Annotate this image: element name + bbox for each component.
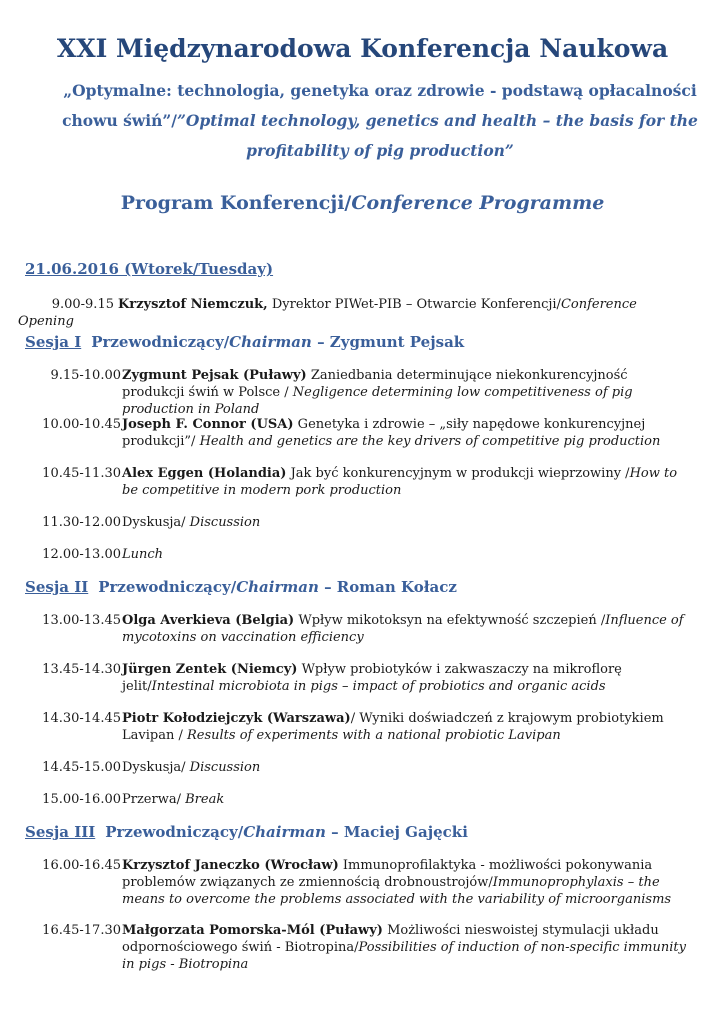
programme-heading-english: Conference Programme [351,192,605,214]
programme-item [25,612,685,645]
programme-heading [0,192,725,214]
programme-item [25,367,685,417]
item-time: 13.00-13.45 [42,613,121,628]
subtitle-english: ”Optimal technology, genetics and health – the basis for the profitability of pig production” [176,111,698,160]
item-text [122,759,692,776]
item-text [122,612,692,646]
programme-item [25,922,686,972]
item-time: 16.45-17.30 [42,923,121,938]
item-text [122,661,692,695]
item-title-english: Break [185,792,225,807]
item-title-polish: / Wyniki doświadczeń z krajowym probiotykiem Lavipan / [122,711,664,743]
item-time: 10.00-10.45 [42,417,121,432]
item-title-polish: Genetyka i zdrowie – „siły napędowe konkurencyjnej produkcji”/ [122,417,646,449]
session-heading [25,333,464,351]
item-text [122,791,692,808]
item-title-english: Lunch [122,547,164,562]
item-title-polish: Dyskusja/ [122,515,190,530]
item-time: 16.00-16.45 [42,858,121,873]
item-speaker: Krzysztof Janeczko (Wrocław) [122,858,339,873]
chair-name: – Roman Kołacz [318,578,457,596]
item-title-english: Discussion [189,760,261,775]
item-title-polish: Dyskusja/ [122,760,190,775]
programme-item [25,465,685,498]
item-title-polish: Możliwości nieswoistej stymulacji układu odpornościowego świń - Biotropina/ [122,923,659,955]
conference-title: XXI Międzynarodowa Konferencja Naukowa [56,34,669,63]
chair-polish: Przewodniczący/ [91,333,230,351]
item-time: 14.45-15.00 [42,760,121,775]
chair-polish: Przewodniczący/ [105,823,244,841]
item-speaker: Zygmunt Pejsak (Puławy) [122,368,307,383]
programme-item [25,546,685,563]
item-title-polish: Immunoprofilaktyka - możliwości pokonywania problemów związanych ze zmiennością drobnoustrojów/ [122,858,653,890]
item-title-english: Discussion [189,515,261,530]
chair-english: Chairman [243,823,326,841]
item-time: 14.30-14.45 [42,711,121,726]
session-label: Sesja II [25,578,89,596]
programme-heading-polish: Program Konferencji/ [120,192,352,214]
programme-item [25,710,685,743]
conference-date: 21.06.2016 (Wtorek/Tuesday) [25,260,274,278]
programme-item [25,759,685,776]
chair-english: Chairman [229,333,312,351]
programme-item [25,661,685,694]
item-title-english: Influence of mycotoxins on vaccination efficiency [122,613,684,645]
item-time: 13.45-14.30 [42,662,121,677]
item-title-english: Negligence determining low competitiveness of pig production in Poland [122,385,633,417]
subtitle-polish: „Optymalne: technologia, genetyka oraz zdrowie - podstawą opłacalności chowu świń”/ [62,81,697,130]
item-text [122,922,692,973]
item-text [122,546,692,563]
item-title-polish: Dyrektor PIWet-PIB – Otwarcie Konferencji/ [267,297,561,312]
item-speaker: Jürgen Zentek (Niemcy) [122,662,298,677]
item-title-polish: Jak być konkurencyjnym w produkcji wieprzowiny / [286,466,630,481]
item-speaker: Piotr Kołodziejczyk (Warszawa) [122,711,351,726]
programme-item [25,416,685,449]
item-title-english: Possibilities of induction of non-specific immunity in pigs - Biotropina [122,940,686,972]
chair-english: Chairman [236,578,319,596]
item-speaker: Małgorzata Pomorska-Mól (Puławy) [122,923,383,938]
item-title-polish: Wpływ probiotyków i zakwaszaczy na mikroflorę jelit/ [122,662,622,694]
item-title-english: How to be competitive in modern pork production [122,466,678,498]
item-title-english: Results of experiments with a national probiotic Lavipan [186,728,561,743]
opening-item [18,296,678,330]
programme-item [25,791,685,808]
item-text [122,857,692,908]
item-time: 12.00-13.00 [42,547,121,562]
item-time: 9.00-9.15 [51,297,114,312]
session-label: Sesja I [25,333,82,351]
item-text [122,710,692,744]
item-title-polish: Przerwa/ [122,792,186,807]
item-speaker: Krzysztof Niemczuk, [118,297,268,312]
item-title-english: Conference Opening [18,297,637,329]
item-title-english: Immunoprophylaxis – the means to overcome the problems associated with the variability of microorganisms [122,875,672,907]
programme-item [25,857,685,907]
conference-subtitle [60,76,700,166]
item-time: 11.30-12.00 [42,515,121,530]
item-speaker: Joseph F. Connor (USA) [122,417,294,432]
item-text [122,416,692,450]
item-time: 10.45-11.30 [42,466,121,481]
session-label: Sesja III [25,823,96,841]
item-text [122,367,692,418]
item-title-polish: Wpływ mikotoksyn na efektywność szczepień / [294,613,606,628]
session-heading [25,823,468,841]
item-title-polish: Zaniedbania determinujące niekonkurencyjność produkcji świń w Polsce / [122,368,628,400]
chair-name: – Maciej Gajęcki [325,823,468,841]
item-title-english: Health and genetics are the key drivers of competitive pig production [199,434,661,449]
item-text [122,514,692,531]
chair-polish: Przewodniczący/ [98,578,237,596]
item-speaker: Olga Averkieva (Belgia) [122,613,295,628]
item-speaker: Alex Eggen (Holandia) [122,466,287,481]
item-title-english: Intestinal microbiota in pigs – impact of probiotics and organic acids [151,679,606,694]
programme-item [25,514,685,531]
chair-name: – Zygmunt Pejsak [311,333,465,351]
item-text [122,465,692,499]
item-time: 9.15-10.00 [50,368,121,383]
session-heading [25,578,457,596]
item-time: 15.00-16.00 [42,792,121,807]
